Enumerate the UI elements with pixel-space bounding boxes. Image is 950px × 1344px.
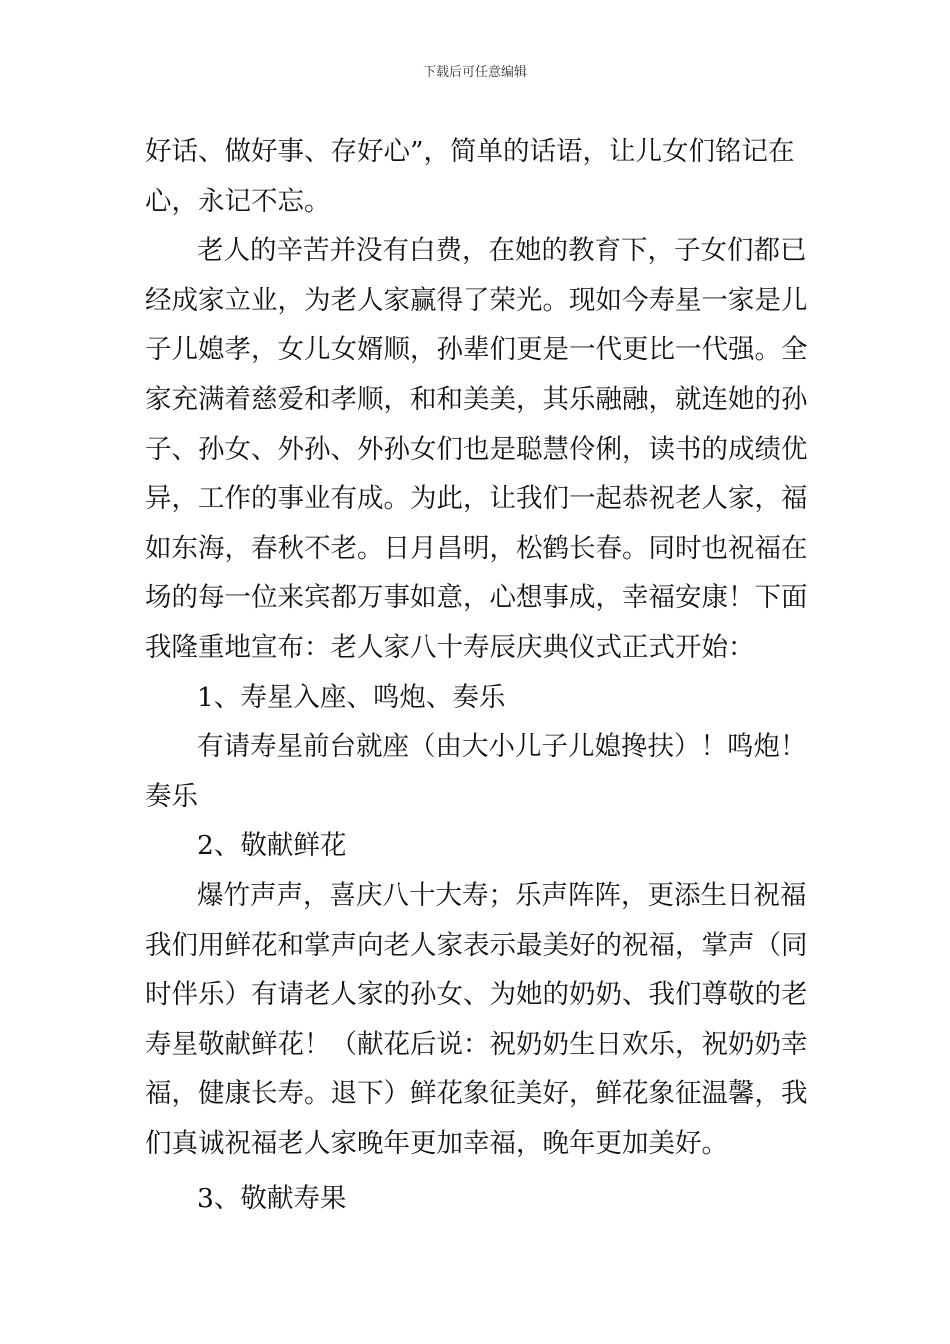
text-line: 奏乐 xyxy=(145,780,198,812)
text-line: 们真诚祝福老人家晚年更加幸福，晚年更加美好。 xyxy=(145,1127,728,1159)
text-line: 异，工作的事业有成。为此，让我们一起恭祝老人家，福 xyxy=(145,483,808,515)
text-line: 子、孙女、外孙、外孙女们也是聪慧伶俐，读书的成绩优 xyxy=(145,433,808,465)
document-body xyxy=(145,127,810,1224)
text-line: 我们用鲜花和掌声向老人家表示最美好的祝福，掌声（同 xyxy=(145,929,808,961)
text-line: 场的每一位来宾都万事如意，心想事成，幸福安康！下面 xyxy=(145,582,808,614)
text-line: 时伴乐）有请老人家的孙女、为她的奶奶、我们尊敬的老 xyxy=(145,979,808,1011)
text-line: 好话、做好事、存好心”，简单的话语，让儿女们铭记在 xyxy=(145,136,795,167)
text-line: 如东海，春秋不老。日月昌明，松鹤长春。同时也祝福在 xyxy=(145,532,808,564)
page-header-note: 下载后可任意编辑 xyxy=(422,65,527,80)
section-heading-2: 2、敬献鲜花 xyxy=(197,830,347,862)
text-line: 寿星敬献鲜花！（献花后说：祝奶奶生日欢乐，祝奶奶幸 xyxy=(145,1028,808,1060)
text-line: 家充满着慈爱和孝顺，和和美美，其乐融融，就连她的孙 xyxy=(145,383,808,415)
text-line: 福，健康长寿。退下）鲜花象征美好，鲜花象征温馨，我 xyxy=(145,1078,808,1110)
section-heading-1: 1、寿星入座、鸣炮、奏乐 xyxy=(197,681,506,713)
paragraph-start: 爆竹声声，喜庆八十大寿；乐声阵阵，更添生日祝福 xyxy=(197,879,807,911)
paragraph-start: 老人的辛苦并没有白费，在她的教育下，子女们都已 xyxy=(197,235,807,267)
section-heading-3: 3、敬献寿果 xyxy=(197,1183,347,1215)
paragraph-start: 有请寿星前台就座（由大小儿子儿媳搀扶）！鸣炮！ xyxy=(197,731,807,763)
text-line: 我隆重地宣布：老人家八十寿辰庆典仪式正式开始： xyxy=(145,631,755,663)
text-line: 经成家立业，为老人家赢得了荣光。现如今寿星一家是儿 xyxy=(145,284,808,316)
text-line: 子儿媳孝，女儿女婿顺，孙辈们更是一代更比一代强。全 xyxy=(145,334,808,366)
text-line: 心，永记不忘。 xyxy=(145,185,331,217)
